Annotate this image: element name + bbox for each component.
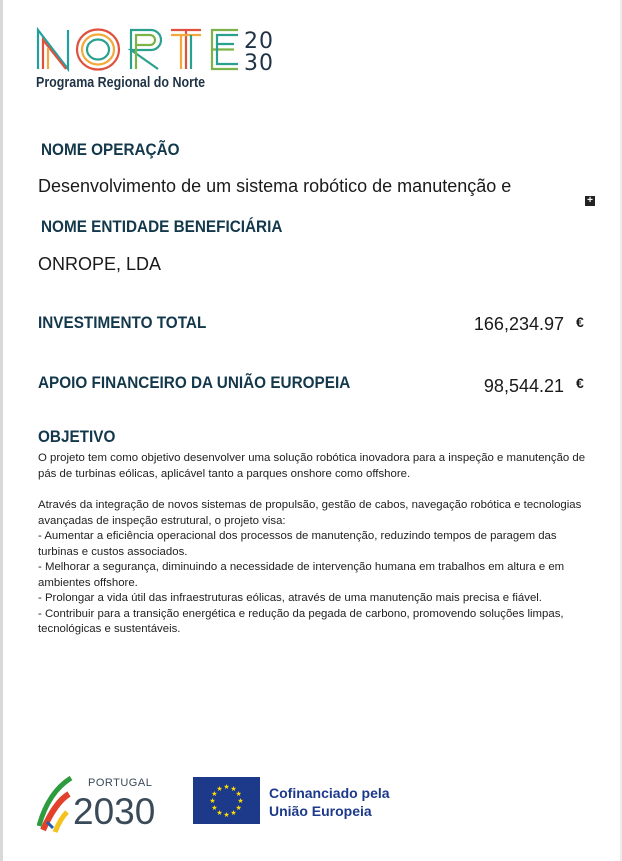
eu-star-icon: ★ [230,810,237,818]
investment-currency: € [576,314,584,330]
eu-cofinanced-text [269,784,390,820]
objective-bullet: - Contribuir para a transição energética e redução da pegada de carbono, promovendo soluções limpas, tecnológicas e sustentáveis. [38,607,564,635]
norte-2030-logo [36,24,306,99]
eu-star-icon: ★ [230,785,237,793]
eu-star-icon: ★ [223,812,230,819]
eu-star-icon: ★ [235,805,242,812]
objective-text [38,451,590,638]
eu-line-2: União Europeia [269,803,372,819]
norte-2030-wordmark [36,24,306,76]
eu-star-icon: ★ [211,791,218,798]
portugal-2030-logo [37,774,172,834]
logo-year-top: 20 [244,29,274,54]
objective-label: OBJETIVO [38,427,116,446]
eu-flag-icon [193,777,260,824]
eu-star-icon: ★ [237,798,244,805]
beneficiary-value: ONROPE, LDA [38,254,162,274]
eu-star-icon: ★ [216,810,223,818]
eu-support-label: APOIO FINANCEIRO DA UNIÃO EUROPEIA [38,373,351,392]
portugal-label: PORTUGAL [88,777,153,789]
beneficiary-label: NOME ENTIDADE BENEFICIÁRIA [41,217,283,236]
investment-label: INVESTIMENTO TOTAL [38,313,207,332]
objective-bullet: - Melhorar a segurança, diminuindo a necessidade de intervenção humana em trabalhos em altura e em ambientes offshore. [38,561,565,589]
objective-paragraph-1: O projeto tem como objetivo desenvolver uma solução robótica inovadora para a inspeção e manutenção de pás de turbinas eólicas, aplicável tanto a parques onshore como offshore. [38,452,586,480]
portugal-year: 2030 [73,791,156,832]
eu-star-icon: ★ [216,785,223,793]
page-left-edge [0,0,3,861]
expand-icon[interactable]: + [585,196,595,206]
logo-year-bottom: 30 [244,51,274,76]
operation-label: NOME OPERAÇÃO [41,140,180,159]
eu-cofinanced-logo [193,777,423,827]
operation-value: Desenvolvimento de um sistema robótico de manutenção e [38,176,512,196]
investment-amount: 166,234.97 [473,314,564,334]
eu-support-amount: 98,544.21 [483,376,564,396]
objective-bullet: - Prolongar a vida útil das infraestruturas eólicas, através de uma manutenção mais precisa e fiável. [38,592,542,604]
eu-star-icon: ★ [211,805,218,812]
logo-subtitle: Programa Regional do Norte [36,75,206,91]
portugal-2030-mark [37,774,172,834]
eu-star-icon: ★ [235,791,242,798]
objective-bullet: - Aumentar a eficiência operacional dos processos de manutenção, reduzindo tempos de paragem das turbinas e custos associados. [38,530,557,558]
eu-support-currency: € [576,375,584,391]
eu-star-icon: ★ [223,784,230,791]
objective-paragraph-2: Através da integração de novos sistemas de propulsão, gestão de cabos, navegação robótica e tecnologias avançadas de inspeção estrutural, o projeto visa: [38,499,582,527]
eu-line-1: Cofinanciado pela [269,785,390,801]
eu-star-icon: ★ [209,798,216,805]
